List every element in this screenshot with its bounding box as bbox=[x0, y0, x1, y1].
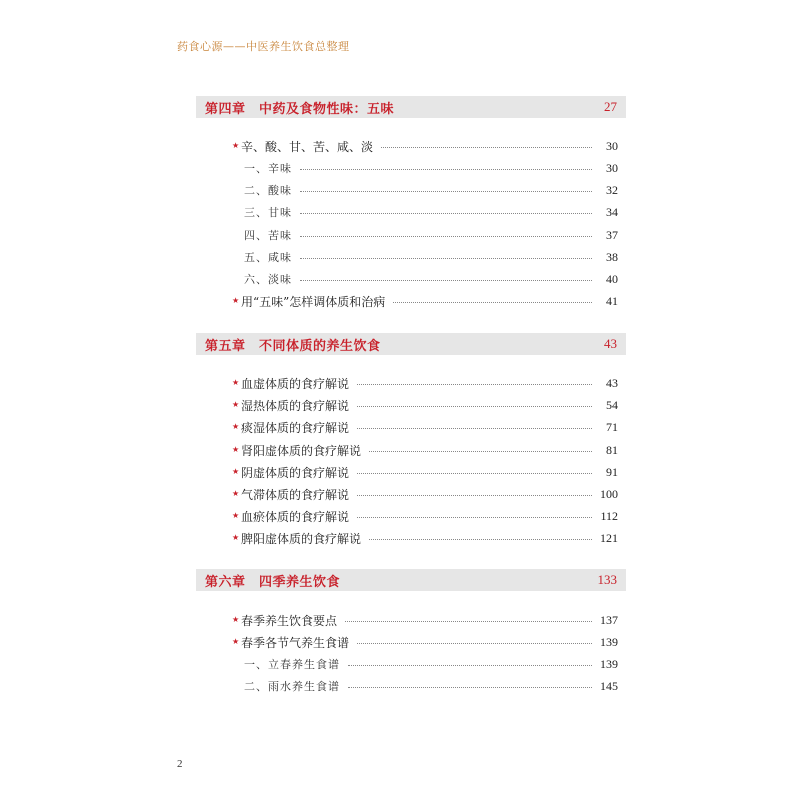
toc-entry[interactable] bbox=[232, 440, 618, 460]
toc-entry[interactable] bbox=[232, 373, 618, 393]
toc-entry[interactable] bbox=[232, 632, 618, 652]
entry-page: 91 bbox=[606, 464, 618, 479]
dot-leader bbox=[357, 495, 592, 496]
entry-label: 血瘀体质的食疗解说 bbox=[241, 509, 350, 524]
entry-page: 43 bbox=[606, 375, 618, 390]
dot-leader bbox=[348, 687, 592, 688]
entry-label: 脾阳虚体质的食疗解说 bbox=[241, 531, 362, 546]
entry-page: 37 bbox=[606, 227, 618, 242]
star-icon: ★ bbox=[232, 445, 240, 454]
entry-page: 81 bbox=[606, 442, 618, 457]
dot-leader bbox=[381, 147, 592, 148]
entry-label: 辛、酸、甘、苦、咸、淡 bbox=[241, 139, 374, 154]
star-icon: ★ bbox=[232, 533, 240, 542]
dot-leader bbox=[345, 621, 592, 622]
entry-page: 40 bbox=[606, 271, 618, 286]
dot-leader bbox=[369, 539, 592, 540]
dot-leader bbox=[300, 213, 592, 214]
running-header: 药食心源——中医养生饮食总整理 bbox=[177, 40, 350, 53]
entry-page: 71 bbox=[606, 419, 618, 434]
star-icon: ★ bbox=[232, 615, 240, 624]
toc-entry[interactable] bbox=[232, 202, 618, 222]
entry-page: 139 bbox=[600, 634, 618, 649]
star-icon: ★ bbox=[232, 141, 240, 150]
star-icon: ★ bbox=[232, 511, 240, 520]
star-icon: ★ bbox=[232, 400, 240, 409]
entry-page: 54 bbox=[606, 397, 618, 412]
toc-entry[interactable] bbox=[232, 247, 618, 267]
dot-leader bbox=[300, 258, 592, 259]
entry-page: 137 bbox=[600, 612, 618, 627]
entry-page: 32 bbox=[606, 182, 618, 197]
dot-leader bbox=[300, 236, 592, 237]
toc-entry[interactable] bbox=[232, 291, 618, 311]
entry-page: 139 bbox=[600, 656, 618, 671]
entry-label: 用“五味”怎样调体质和治病 bbox=[241, 294, 386, 309]
star-icon: ★ bbox=[232, 296, 240, 305]
toc-entry[interactable] bbox=[232, 136, 618, 156]
chapter-heading-6[interactable] bbox=[196, 569, 626, 591]
entry-label: 四、苦味 bbox=[244, 229, 292, 242]
dot-leader bbox=[300, 280, 592, 281]
chapter-title: 第四章 中药及食物性味：五味 bbox=[205, 101, 395, 117]
toc-entry[interactable] bbox=[232, 528, 618, 548]
dot-leader bbox=[348, 665, 592, 666]
entry-page: 34 bbox=[606, 204, 618, 219]
entry-page: 145 bbox=[600, 678, 618, 693]
entry-page: 100 bbox=[600, 486, 618, 501]
entry-page: 112 bbox=[600, 508, 618, 523]
toc-entry[interactable] bbox=[232, 610, 618, 630]
dot-leader bbox=[393, 302, 592, 303]
star-icon: ★ bbox=[232, 378, 240, 387]
entry-page: 30 bbox=[606, 160, 618, 175]
entry-label: 血虚体质的食疗解说 bbox=[241, 376, 350, 391]
dot-leader bbox=[369, 451, 592, 452]
toc-entry[interactable] bbox=[232, 506, 618, 526]
entry-label: 湿热体质的食疗解说 bbox=[241, 398, 350, 413]
entry-label: 一、辛味 bbox=[244, 162, 292, 175]
chapter-heading-5[interactable] bbox=[196, 333, 626, 355]
entry-label: 六、淡味 bbox=[244, 273, 292, 286]
entry-label: 阴虚体质的食疗解说 bbox=[241, 465, 350, 480]
entry-page: 38 bbox=[606, 249, 618, 264]
entry-label: 痰湿体质的食疗解说 bbox=[241, 420, 350, 435]
dot-leader bbox=[300, 169, 592, 170]
dot-leader bbox=[357, 384, 592, 385]
chapter-page: 43 bbox=[604, 336, 617, 351]
star-icon: ★ bbox=[232, 422, 240, 431]
dot-leader bbox=[357, 473, 592, 474]
entry-page: 121 bbox=[600, 530, 618, 545]
dot-leader bbox=[357, 428, 592, 429]
entry-label: 一、立春养生食谱 bbox=[244, 658, 340, 671]
toc-entry[interactable] bbox=[232, 269, 618, 289]
star-icon: ★ bbox=[232, 467, 240, 476]
star-icon: ★ bbox=[232, 489, 240, 498]
star-icon: ★ bbox=[232, 637, 240, 646]
entry-label: 三、甘味 bbox=[244, 206, 292, 219]
toc-entry[interactable] bbox=[232, 462, 618, 482]
entry-page: 41 bbox=[606, 293, 618, 308]
chapter-page: 27 bbox=[604, 99, 617, 114]
page-number: 2 bbox=[177, 758, 183, 770]
dot-leader bbox=[357, 643, 592, 644]
toc-entry[interactable] bbox=[232, 180, 618, 200]
toc-entry[interactable] bbox=[232, 395, 618, 415]
entry-label: 春季养生饮食要点 bbox=[241, 613, 338, 628]
toc-entry[interactable] bbox=[232, 654, 618, 674]
dot-leader bbox=[357, 517, 592, 518]
entry-label: 二、酸味 bbox=[244, 184, 292, 197]
chapter-page: 133 bbox=[597, 572, 617, 587]
dot-leader bbox=[357, 406, 592, 407]
chapter-title: 第五章 不同体质的养生饮食 bbox=[205, 338, 381, 354]
chapter-heading-4[interactable] bbox=[196, 96, 626, 118]
entry-page: 30 bbox=[606, 138, 618, 153]
dot-leader bbox=[300, 191, 592, 192]
toc-entry[interactable] bbox=[232, 676, 618, 696]
entry-label: 气滞体质的食疗解说 bbox=[241, 487, 350, 502]
entry-label: 二、雨水养生食谱 bbox=[244, 680, 340, 693]
toc-entry[interactable] bbox=[232, 484, 618, 504]
entry-label: 五、咸味 bbox=[244, 251, 292, 264]
entry-label: 肾阳虚体质的食疗解说 bbox=[241, 443, 362, 458]
toc-entry[interactable] bbox=[232, 225, 618, 245]
toc-entry[interactable] bbox=[232, 158, 618, 178]
chapter-title: 第六章 四季养生饮食 bbox=[205, 574, 341, 590]
entry-label: 春季各节气养生食谱 bbox=[241, 635, 350, 650]
toc-entry[interactable] bbox=[232, 417, 618, 437]
